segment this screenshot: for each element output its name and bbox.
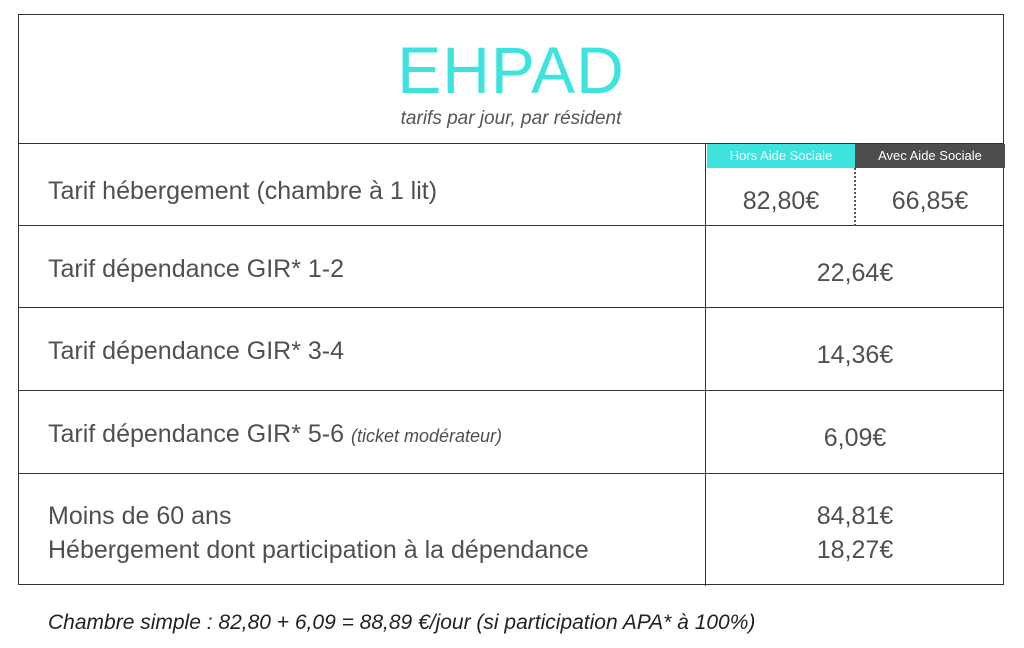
row-value: 6,09€ (823, 424, 887, 452)
row-value: 14,36€ (816, 341, 894, 369)
column-divider (705, 144, 706, 586)
row-label: Tarif hébergement (chambre à 1 lit) (48, 177, 438, 205)
row-value: 22,64€ (816, 259, 894, 287)
row-label-line-1: Moins de 60 ans (48, 502, 232, 530)
tariff-table (18, 14, 1004, 585)
value-hors-aide-sociale: 82,80€ (742, 187, 820, 215)
table-row-gir-1-2 (19, 226, 1003, 308)
row-label: Tarif dépendance GIR* 3-4 (48, 337, 345, 365)
row-label (48, 419, 502, 451)
tag-avec-aide-sociale: Avec Aide Sociale (855, 144, 1005, 168)
footer-note: Chambre simple : 82,80 + 6,09 = 88,89 €/jour (si participation APA* à 100%) (48, 611, 756, 634)
value-avec-aide-sociale: 66,85€ (891, 187, 969, 215)
row-label: Tarif dépendance GIR* 1-2 (48, 255, 345, 283)
table-row-moins-60 (19, 474, 1003, 586)
page-title: EHPAD (397, 33, 625, 107)
row-label-text: Tarif dépendance GIR* 5-6 (48, 420, 345, 448)
row-value-line-2: 18,27€ (816, 536, 894, 564)
page-subtitle: tarifs par jour, par résident (400, 108, 622, 129)
row-label-note: (ticket modérateur) (350, 426, 503, 446)
table-row-hebergement (19, 144, 1003, 226)
row-value-line-1: 84,81€ (816, 502, 894, 530)
table-header (19, 15, 1003, 144)
tag-hors-aide-sociale: Hors Aide Sociale (707, 144, 855, 168)
table-row-gir-3-4 (19, 308, 1003, 391)
table-row-gir-5-6 (19, 391, 1003, 474)
row-label-line-2: Hébergement dont participation à la dépendance (48, 536, 589, 564)
